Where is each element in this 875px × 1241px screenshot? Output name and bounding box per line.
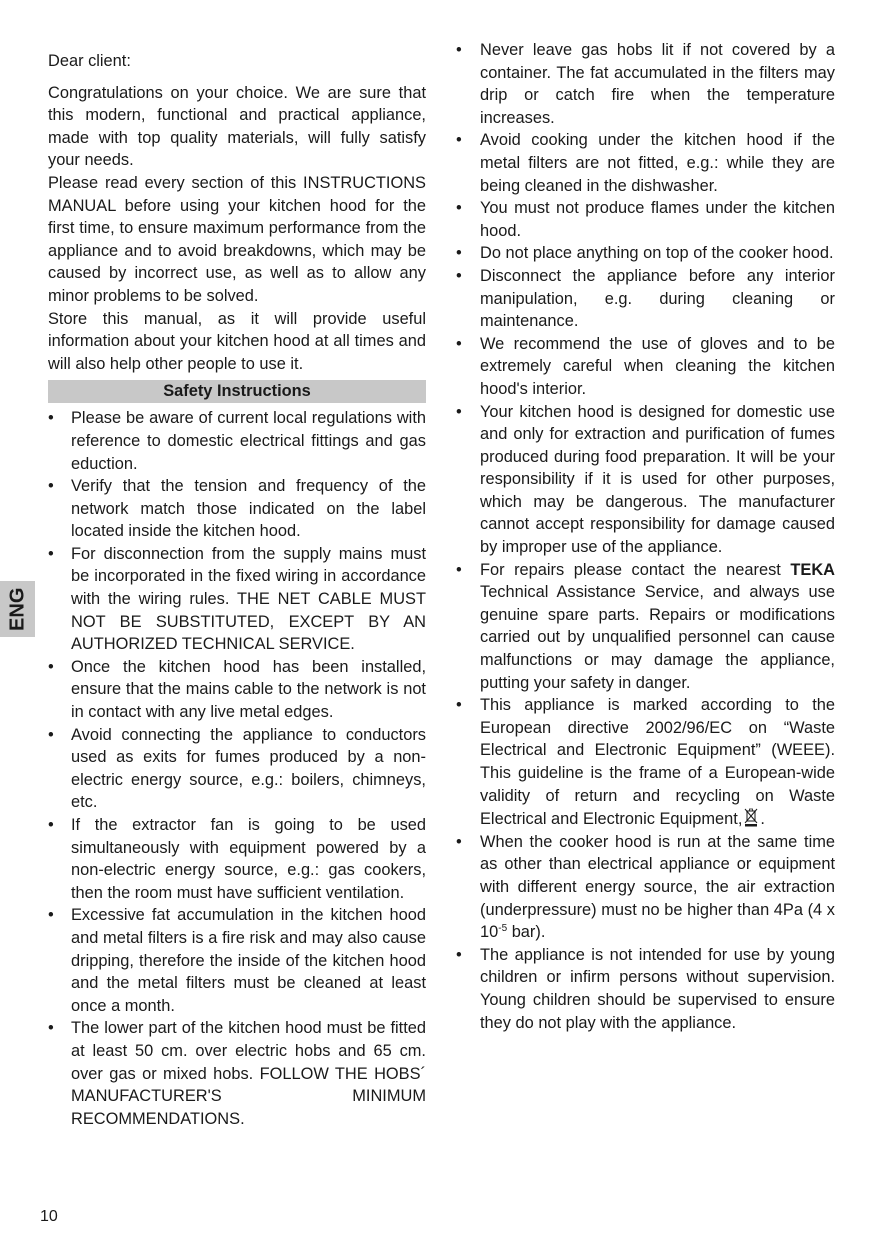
weee-end: . — [760, 810, 765, 829]
list-item: • Do not place anything on top of the cooker hood. — [456, 242, 835, 265]
right-column — [456, 39, 835, 1034]
pressure-text: When the cooker hood is run at the same time as other than electrical appliance or equipment with different energy source, the air extraction (underpressure) must no be higher than 4Pa (4 x 10 — [480, 832, 835, 942]
left-column — [48, 40, 426, 1130]
intro-paragraph-3: Store this manual, as it will provide useful information about your kitchen hood at all times and will also help other people to use it. — [48, 309, 426, 373]
list-item: • Disconnect the appliance before any interior manipulation, e.g. during cleaning or maintenance. — [456, 265, 835, 333]
pressure-end: bar). — [507, 923, 546, 942]
list-item-pressure — [456, 831, 835, 944]
brand-name: TEKA — [790, 560, 835, 579]
list-item: • Avoid cooking under the kitchen hood if the metal filters are not fitted, e.g.: while they are being cleaned in the dishwasher. — [456, 129, 835, 197]
greeting: Dear client: — [48, 52, 131, 70]
language-tab — [0, 581, 35, 637]
weee-text: This appliance is marked according to the European directive 2002/96/EC on “Waste Electrical and Electronic Equipment” (WEEE). This guideline is the frame of a European-wide validity of return and recycling on Waste Electrical and Electronic Equipment, — [480, 696, 835, 829]
language-tab-label: ENG — [6, 587, 29, 631]
list-item: • The appliance is not intended for use by young children or infirm persons without supervision. Young children should be supervised to ensure they do not play with the appliance. — [456, 944, 835, 1034]
list-item: • Never leave gas hobs lit if not covered by a container. The fat accumulated in the filters may drip or catch fire when the temperature increases. — [456, 39, 835, 129]
list-item-repairs — [456, 559, 835, 695]
list-item: • We recommend the use of gloves and to be extremely careful when cleaning the kitchen hood's interior. — [456, 333, 835, 401]
list-item: • Verify that the tension and frequency of the network match those indicated on the label located inside the kitchen hood. — [48, 475, 426, 543]
list-item: • If the extractor fan is going to be used simultaneously with equipment powered by a non-electric energy source, e.g.: gas cookers, then the room must have sufficient ventilation. — [48, 814, 426, 904]
list-item: • Avoid connecting the appliance to conductors used as exits for fumes produced by a non-electric energy source, e.g.: boilers, chimneys, etc. — [48, 724, 426, 814]
crossed-bin-icon — [744, 807, 758, 827]
list-item: • You must not produce flames under the kitchen hood. — [456, 197, 835, 242]
list-item: • The lower part of the kitchen hood must be fitted at least 50 cm. over electric hobs and 65 cm. over gas or mixed hobs. FOLLOW THE HOBS´ MANUFACTURER'S MINIMUM RECOMMENDATIONS. — [48, 1017, 426, 1130]
list-item: • Once the kitchen hood has been installed, ensure that the mains cable to the network is not in contact with any live metal edges. — [48, 656, 426, 724]
repairs-suffix: Technical Assistance Service, and always use genuine spare parts. Repairs or modifications carried out by unqualified personnel can cause malfunctions or may damage the appliance, putting your safety in danger. — [480, 583, 835, 692]
page-number: 10 — [40, 1208, 58, 1225]
list-item: • Excessive fat accumulation in the kitchen hood and metal filters is a fire risk and may also cause dripping, therefore the inside of the kitchen hood and the metal filters must be cleaned at least once a month. — [48, 904, 426, 1017]
section-title: Safety Instructions — [48, 380, 426, 403]
intro-paragraph-2: Please read every section of this INSTRUCTIONS MANUAL before using your kitchen hood for the first time, to ensure maximum performance from the appliance and to avoid breakdowns, which may be caused by incorrect use, as well as to allow any minor problems to be solved. — [48, 173, 426, 305]
intro-paragraph-1: Congratulations on your choice. We are sure that this modern, functional and practical appliance, made with top quality materials, will fully satisfy your needs. — [48, 83, 426, 170]
safety-list-right — [456, 39, 835, 1034]
repairs-prefix: For repairs please contact the nearest — [480, 560, 781, 579]
list-item-weee — [456, 694, 835, 831]
list-item: • Your kitchen hood is designed for domestic use and only for extraction and purification of fumes produced during food preparation. It will be your responsibility if it is used for other purposes, which may be dangerous. The manufacturer cannot accept responsibility for damage caused by improper use of the appliance. — [456, 401, 835, 559]
safety-list-left — [48, 407, 426, 1130]
list-item: • Please be aware of current local regulations with reference to domestic electrical fittings and gas eduction. — [48, 407, 426, 475]
list-item: • For disconnection from the supply mains must be incorporated in the fixed wiring in accordance with the wiring rules. THE NET CABLE MUST NOT BE SUBSTITUTED, EXCEPT BY AN AUTHORIZED TECHNICAL SERVICE. — [48, 543, 426, 656]
pressure-exponent: -5 — [498, 923, 508, 935]
